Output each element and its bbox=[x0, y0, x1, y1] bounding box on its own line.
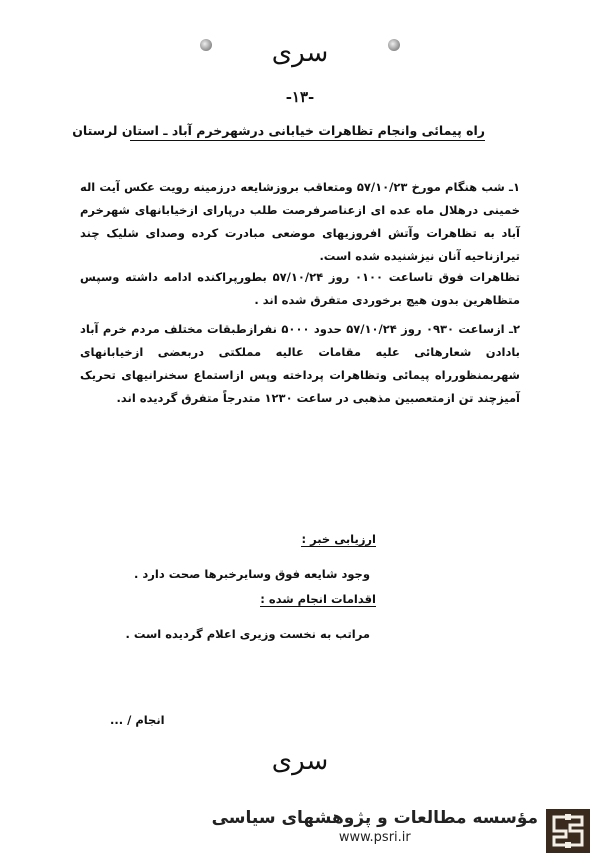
psri-knot-logo-icon bbox=[546, 809, 590, 853]
evaluation-text: وجود شایعه فوق وسایرخبرها صحت دارد . bbox=[134, 567, 370, 581]
footer-watermark bbox=[212, 808, 538, 845]
classification-bottom: سری bbox=[271, 746, 329, 776]
end-note: انجام / ... bbox=[110, 713, 165, 727]
paragraph-2: تظاهرات فوق تاساعت ۰۱۰۰ روز ۵۷/۱۰/۲۴ بطورپراکنده ادامه داشته وسپس متظاهرین بدون هیچ برخوردی متفرق شده اند . bbox=[80, 270, 520, 307]
website-link[interactable]: www.psri.ir bbox=[338, 830, 411, 845]
page-number: -۱۳- bbox=[285, 88, 315, 106]
paragraph-1: ۱ـ شب هنگام مورخ ۵۷/۱۰/۲۳ ومتعاقب بروزشایعه درزمینه رویت عکس آیت اله خمینی درهلال ماه عده ای ازعناصرفرصت طلب درپارای ازخیابانهای شهرخرم آباد به تظاهرات وآتش افروزیهای موضعی مبادرت کرده وصدای شلیک چند تیرازناحیه آنان نیزشنیده شده است. bbox=[80, 180, 520, 263]
evaluation-label: ارزیابی خبر : bbox=[301, 532, 376, 546]
institute-name: مؤسسه مطالعات و پژوهشهای سیاسی bbox=[211, 808, 538, 828]
paragraph-3: ۲ـ ازساعت ۰۹۳۰ روز ۵۷/۱۰/۲۴ حدود ۵۰۰۰ نفرازطبقات مختلف مردم خرم آباد بادادن شعارهائی علیه مقامات عالیه مملکتی دربعضی ازخیابانهای شهربمنظورراه پیمائی وتظاهرات پرداخته وپس ازاستماع سخنرانیهای تحریک آمیزچند تن ازمتعصبین مذهبی در ساعت ۱۲۳۰ متدرجاً متفرق گردیده اند. bbox=[80, 322, 520, 405]
classification-top: سری bbox=[271, 38, 329, 68]
subject-line: راه پیمائی وانجام تظاهرات خیابانی درشهرخرم آباد ـ استان لرستان bbox=[130, 123, 485, 141]
actions-text: مراتب به نخست وزیری اعلام گردیده است . bbox=[125, 627, 370, 641]
actions-label: اقدامات انجام شده : bbox=[260, 592, 376, 606]
